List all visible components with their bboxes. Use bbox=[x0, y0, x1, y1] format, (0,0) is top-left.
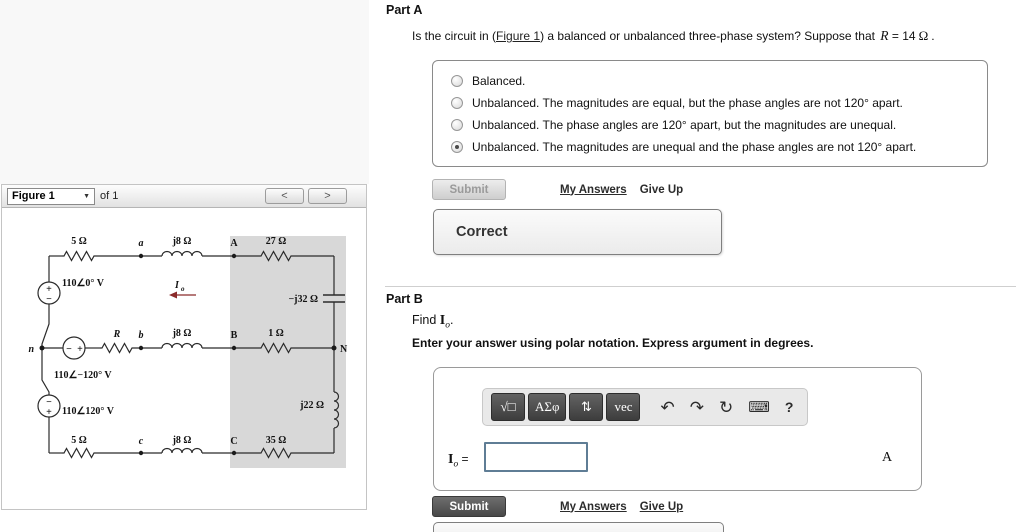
unit-label: A bbox=[882, 450, 893, 465]
label-current-sub: o bbox=[181, 285, 185, 293]
figure-header bbox=[2, 185, 366, 208]
label-node-B: B bbox=[230, 330, 238, 341]
partial-feedback-box bbox=[433, 522, 724, 532]
part-b-give-up-link[interactable]: Give Up bbox=[639, 500, 684, 513]
label-node-N: N bbox=[340, 344, 348, 355]
question-period: . bbox=[931, 29, 935, 43]
label-r-A: 27 Ω bbox=[265, 236, 287, 247]
part-b-answer-panel bbox=[433, 367, 922, 491]
answer-variable-label bbox=[448, 452, 469, 469]
find-prefix: Find bbox=[412, 313, 440, 327]
correct-feedback-box bbox=[433, 209, 722, 255]
label-current-I: I bbox=[175, 280, 179, 291]
label-r-c: 5 Ω bbox=[71, 435, 87, 446]
plus-sign: + bbox=[77, 344, 83, 355]
label-node-n: n bbox=[28, 344, 34, 355]
equals-sign: = bbox=[458, 452, 469, 466]
sqrt-template-icon: √□ bbox=[500, 399, 516, 414]
figure-selector-dropdown[interactable] bbox=[7, 188, 95, 205]
question-text-prefix: Is the circuit in ( bbox=[412, 29, 497, 43]
figure-prev-button[interactable] bbox=[265, 188, 304, 204]
greek-symbols-button[interactable] bbox=[528, 393, 566, 421]
part-a-question bbox=[412, 28, 935, 44]
math-var-I: I bbox=[448, 452, 454, 467]
label-capacitor: −j32 Ω bbox=[288, 294, 318, 305]
option-row-unbalanced-magnitudes-equal[interactable] bbox=[451, 92, 987, 114]
label-l-a: j8 Ω bbox=[172, 236, 192, 247]
radio-button[interactable] bbox=[451, 119, 463, 131]
label-v-c: 110∠120° V bbox=[62, 406, 114, 417]
toolbar-action-icons bbox=[660, 399, 793, 416]
question-text-middle: ) a balanced or unbalanced three-phase system? Suppose that bbox=[540, 29, 879, 43]
part-b-my-answers-link[interactable]: My Answers bbox=[560, 500, 627, 513]
chevron-down-icon: ▼ bbox=[83, 192, 90, 200]
radio-button[interactable] bbox=[451, 75, 463, 87]
part-b-submit-row bbox=[432, 496, 683, 517]
keyboard-icon[interactable]: ⌨ bbox=[748, 398, 770, 416]
label-r-a: 5 Ω bbox=[71, 236, 87, 247]
option-label: Unbalanced. The phase angles are 120° apart, but the magnitudes are unequal. bbox=[472, 118, 897, 132]
part-a-give-up-link[interactable]: Give Up bbox=[639, 183, 684, 196]
math-var-I: I bbox=[439, 313, 446, 328]
template-button-group bbox=[491, 393, 640, 421]
label-r-var: R bbox=[113, 329, 121, 340]
units-button[interactable] bbox=[569, 393, 603, 421]
label-node-C: C bbox=[230, 436, 238, 447]
math-var-R: R bbox=[880, 28, 889, 43]
label-node-a: a bbox=[138, 238, 144, 249]
omega-symbol: Ω bbox=[918, 28, 929, 43]
plus-sign: + bbox=[46, 284, 52, 295]
redo-icon[interactable]: ↷ bbox=[689, 397, 704, 417]
label-l-c: j8 Ω bbox=[172, 435, 192, 446]
label-v-a: 110∠0° V bbox=[62, 278, 104, 289]
math-sub-o: o bbox=[453, 459, 459, 470]
undo-icon[interactable]: ↶ bbox=[660, 397, 675, 417]
part-a-title: Part A bbox=[386, 3, 423, 17]
vector-button[interactable] bbox=[606, 393, 640, 421]
part-b-instruction: Enter your answer using polar notation. Express argument in degrees. bbox=[412, 336, 814, 350]
figure-selector-label: Figure 1 bbox=[12, 190, 55, 202]
feedback-text: Correct bbox=[456, 224, 508, 240]
figure-count-label: of 1 bbox=[100, 190, 119, 202]
label-inductor: j22 Ω bbox=[300, 400, 324, 411]
radio-button-selected[interactable] bbox=[451, 141, 463, 153]
part-b-find-text bbox=[412, 313, 453, 331]
part-b-title: Part B bbox=[386, 292, 423, 306]
minus-sign: − bbox=[46, 294, 52, 305]
figure-nav-buttons bbox=[265, 188, 347, 204]
option-label: Balanced. bbox=[472, 74, 526, 88]
label-r-C: 35 Ω bbox=[265, 435, 287, 446]
option-row-unbalanced-both[interactable] bbox=[451, 136, 987, 158]
question-equals: = 14 bbox=[888, 29, 916, 43]
greek-sigma-phi-icon: ΑΣφ bbox=[535, 399, 560, 414]
equation-toolbar bbox=[482, 388, 808, 426]
help-icon[interactable]: ? bbox=[784, 399, 794, 415]
part-a-submit-button[interactable]: Submit bbox=[432, 179, 506, 200]
part-b-submit-button[interactable]: Submit bbox=[432, 496, 506, 517]
minus-sign: − bbox=[46, 397, 52, 408]
math-sub-o: o bbox=[445, 320, 450, 331]
figure-link[interactable]: Figure 1 bbox=[496, 29, 541, 43]
up-down-arrows-icon: ⇅ bbox=[581, 399, 592, 414]
option-row-balanced[interactable] bbox=[451, 70, 987, 92]
option-label: Unbalanced. The magnitudes are unequal and the phase angles are not 120° apart. bbox=[472, 140, 917, 154]
label-l-b: j8 Ω bbox=[172, 328, 192, 339]
radio-button[interactable] bbox=[451, 97, 463, 109]
find-suffix: . bbox=[450, 313, 454, 327]
answer-input[interactable] bbox=[484, 442, 588, 472]
vector-icon: vec bbox=[614, 399, 633, 414]
plus-sign: + bbox=[46, 407, 52, 418]
part-a-my-answers-link[interactable]: My Answers bbox=[560, 183, 627, 196]
math-templates-button[interactable] bbox=[491, 393, 525, 421]
option-row-unbalanced-angles-apart[interactable] bbox=[451, 114, 987, 136]
part-a-submit-row bbox=[432, 179, 683, 200]
label-node-A: A bbox=[230, 238, 238, 249]
circuit-diagram bbox=[4, 232, 364, 498]
minus-sign: − bbox=[66, 344, 72, 355]
label-v-b: 110∠−120° V bbox=[54, 370, 112, 381]
figure-next-button[interactable] bbox=[308, 188, 347, 204]
left-pane-background bbox=[0, 0, 369, 184]
section-divider bbox=[385, 286, 1016, 287]
option-label: Unbalanced. The magnitudes are equal, but the phase angles are not 120° apart. bbox=[472, 96, 903, 110]
label-node-c: c bbox=[138, 436, 144, 447]
chevron-left-icon: < bbox=[281, 190, 288, 202]
figure-panel bbox=[1, 184, 367, 510]
chevron-right-icon: > bbox=[324, 190, 331, 202]
label-node-b: b bbox=[138, 330, 144, 341]
reset-icon[interactable]: ↻ bbox=[718, 397, 734, 417]
answer-options-group bbox=[432, 60, 988, 167]
figure-body bbox=[2, 208, 366, 509]
label-r-B: 1 Ω bbox=[268, 328, 284, 339]
